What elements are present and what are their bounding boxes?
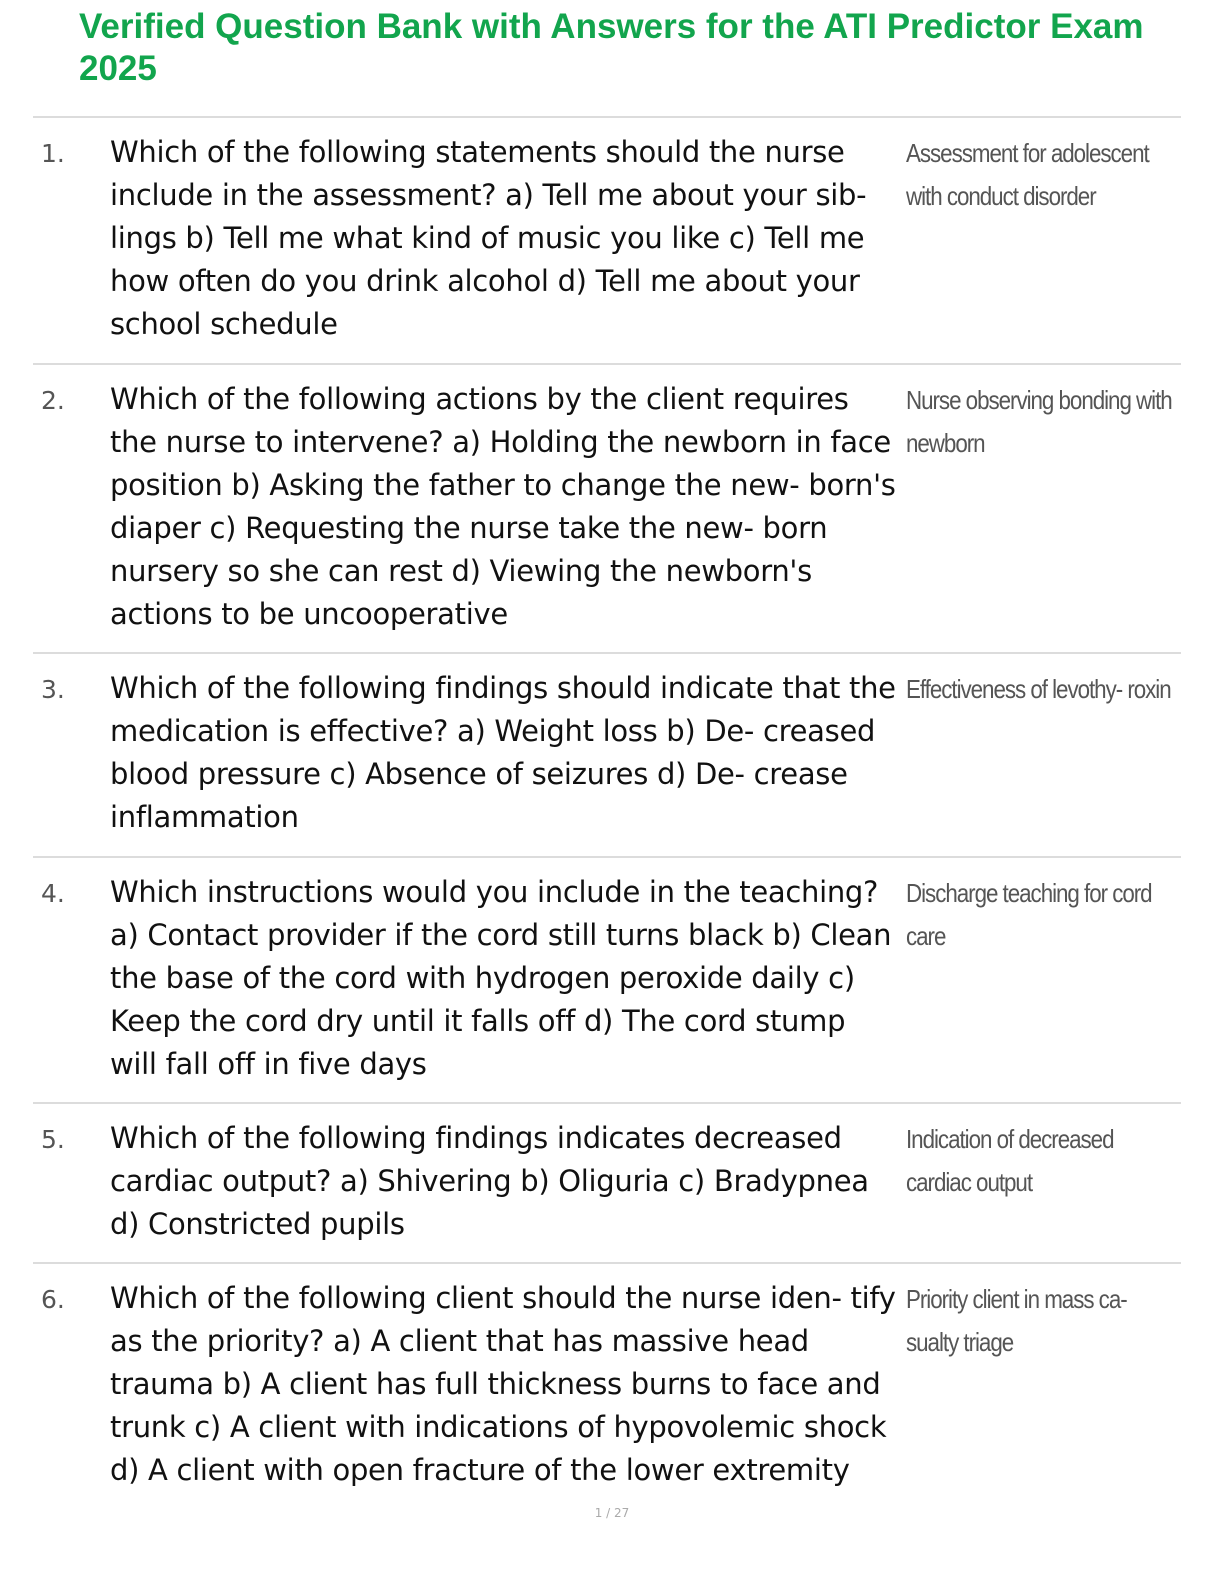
question-number: 6.	[41, 1285, 65, 1314]
question-number: 1.	[41, 139, 65, 168]
question-row	[33, 116, 1181, 363]
question-number: 3.	[41, 675, 65, 704]
question-text: Which of the following actions by the client requires the nurse to intervene? a) Holding the newborn in face position b) Asking the father to change the new- born's diaper c) Requesting the nurse take the new- born nursery so she can rest d) Viewing the newborn's actions to be uncooperative	[110, 382, 896, 631]
question-row	[33, 1102, 1181, 1262]
question-text: Which of the following statements should the nurse include in the assessment? a) Tell me about your sib- lings b) Tell me what kind of music you like c) Tell me how often do you drink alcohol d) Tell me about your school schedule	[110, 135, 867, 341]
question-text: Which instructions would you include in the teaching? a) Contact provider if the cord still turns black b) Clean the base of the cord with hydrogen peroxide daily c) Keep the cord dry until it falls off d) The cord stump will fall off in five days	[110, 875, 892, 1081]
question-topic: Indication of decreased cardiac output	[906, 1124, 1114, 1197]
question-row	[33, 363, 1181, 652]
question-text: Which of the following findings should indicate that the medication is effective? a) Weight loss b) De- creased blood pressure c) Absence of seizures d) De- crease inflammation	[110, 671, 896, 834]
question-topic: Priority client in mass ca- sualty triage	[906, 1284, 1127, 1357]
question-row	[33, 652, 1181, 856]
question-list	[33, 116, 1181, 1500]
question-topic: Nurse observing bonding with newborn	[906, 385, 1172, 458]
question-text: Which of the following client should the nurse iden- tify as the priority? a) A client that has massive head trauma b) A client has full thickness burns to face and trunk c) A client with indications of hypovolemic shock d) A client with open fracture of the lower extremity	[110, 1281, 896, 1487]
question-row	[33, 856, 1181, 1102]
question-number: 4.	[41, 879, 65, 908]
question-row	[33, 1262, 1181, 1500]
question-topic: Effectiveness of levothy- roxin	[906, 674, 1171, 704]
page-indicator: 1 / 27	[594, 1506, 630, 1520]
question-number: 2.	[41, 386, 65, 415]
question-text: Which of the following findings indicates decreased cardiac output? a) Shivering b) Oliguria c) Bradypnea d) Constricted pupils	[110, 1121, 869, 1241]
question-topic: Assessment for adolescent with conduct disorder	[906, 138, 1149, 211]
question-number: 5.	[41, 1125, 65, 1154]
question-topic: Discharge teaching for cord care	[906, 878, 1152, 951]
document-title: Verified Question Bank with Answers for the ATI Predictor Exam 2025	[79, 7, 1144, 88]
